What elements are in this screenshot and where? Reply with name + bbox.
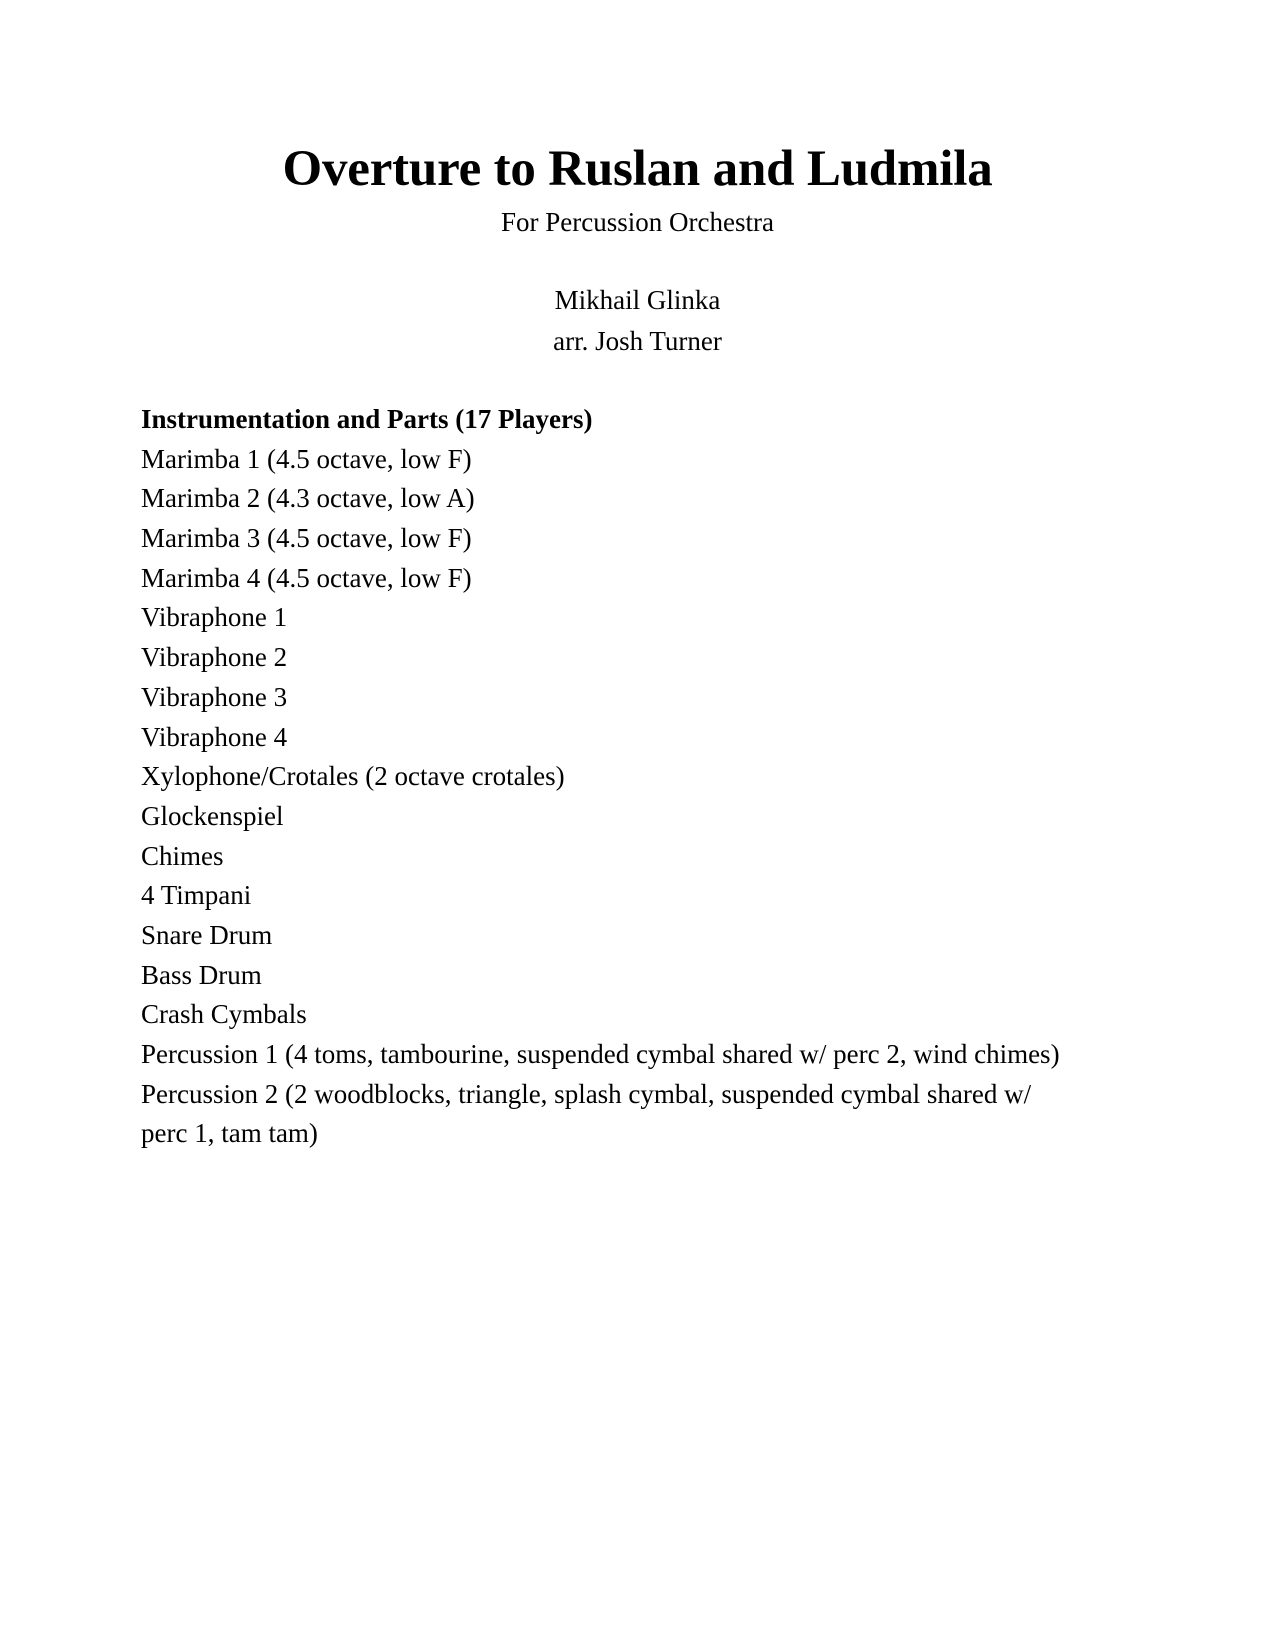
- list-item: Snare Drum: [141, 919, 273, 950]
- title-block: [0, 142, 1275, 363]
- instrument-list: [141, 440, 1073, 1154]
- list-item: Vibraphone 1: [141, 602, 288, 633]
- instrumentation-heading: Instrumentation and Parts (17 Players): [141, 404, 593, 434]
- list-item: Xylophone/Crotales (2 octave crotales): [141, 761, 565, 792]
- list-item: 4 Timpani: [141, 880, 252, 911]
- credits-block: [0, 280, 1275, 362]
- list-item: Percussion 2 (2 woodblocks, triangle, splash cymbal, suspended cymbal shared w/ perc 1, tam tam): [141, 1078, 1032, 1149]
- page-subtitle: For Percussion Orchestra: [501, 207, 774, 238]
- list-item: Glockenspiel: [141, 800, 284, 831]
- composer-name: Mikhail Glinka: [554, 285, 721, 316]
- instrumentation-section: [141, 400, 1073, 1154]
- list-item: Percussion 1 (4 toms, tambourine, suspended cymbal shared w/ perc 2, wind chimes): [141, 1039, 1060, 1069]
- list-item: Crash Cymbals: [141, 999, 307, 1030]
- list-item: Vibraphone 3: [141, 681, 288, 712]
- list-item: Marimba 3 (4.5 octave, low F): [141, 523, 472, 554]
- list-item: Marimba 2 (4.3 octave, low A): [141, 483, 475, 514]
- list-item: Marimba 4 (4.5 octave, low F): [141, 562, 472, 593]
- arranger-name: arr. Josh Turner: [553, 326, 722, 357]
- list-item: Vibraphone 2: [141, 642, 288, 673]
- list-item: Chimes: [141, 840, 224, 871]
- list-item: Marimba 1 (4.5 octave, low F): [141, 443, 472, 474]
- page-title: Overture to Ruslan and Ludmila: [282, 141, 993, 197]
- list-item: Bass Drum: [141, 959, 262, 990]
- list-item: Vibraphone 4: [141, 721, 288, 752]
